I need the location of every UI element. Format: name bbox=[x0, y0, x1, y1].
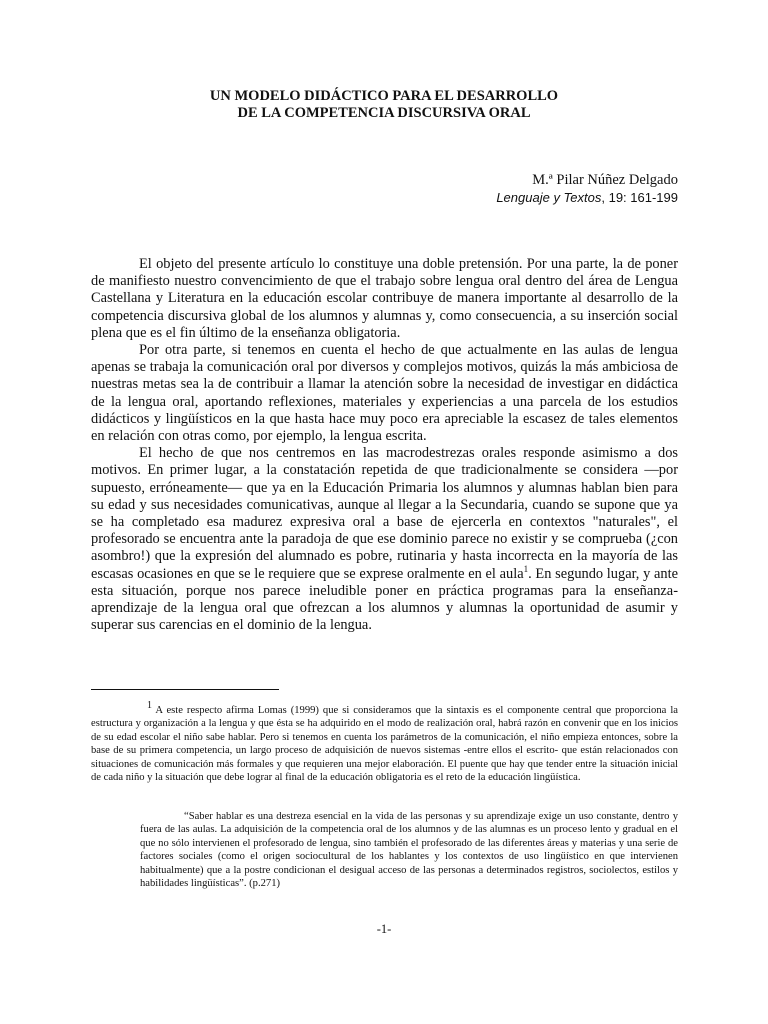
page-number: -1- bbox=[376, 922, 392, 936]
body-paragraph-3-part-a: El hecho de que nos centremos en las macrodestrezas orales responde asimismo a dos motivos. En primer lugar, a la constatación repetida de que tradicionalmente se considera —por supuesto, erróneamente— que ya en la Educación Primaria los alumnos y alumnas hablan bien para su edad y sus necesidades comunicativas, aunque al llegar a la Secundaria, cuando se supone que ya se ha completado esa madurez expresiva oral a base de ejercerla en contextos "naturales", el profesorado se encuentra ante la paradoja de que ese dominio parece no existir y se comprueba (¿con asombro!) que la expresión del alumnado es pobre, rutinaria y hasta incorrecta en la mayoría de las escasas ocasiones en que se le requiere que se exprese oralmente en el aula bbox=[91, 445, 678, 582]
footnote-quote bbox=[140, 810, 678, 890]
footnote bbox=[91, 700, 678, 784]
footnote-text: A este respecto afirma Lomas (1999) que si consideramos que la sintaxis es el componente central que proporciona la estructura y organización a la lengua y que ésta se ha adquirido en el modo de realización oral, habrá razón en convenir que en los inicios de su edad escolar el niño sabe hablar. Pero si tenemos en cuenta los parámetros de la comunicación, el niño empieza entonces, sobre la base de su primera competencia, un largo proceso de adquisición de nuevos sistemas -entre ellos el escrito- que están relacionados con situaciones de comunicación más formales y que requieren una mejor elaboración. El puente que hay que tender entre la situación inicial de cada niño y la situación que debe lograr al final de la educación obligatoria es el reto de la educación lingüística. bbox=[91, 705, 678, 784]
journal-issue-pages: , 19: 161-199 bbox=[601, 190, 678, 205]
journal-name: Lenguaje y Textos bbox=[496, 190, 602, 205]
footnote-quote-text: “Saber hablar es una destreza esencial en la vida de las personas y su aprendizaje exige un uso constante, dentro y fuera de las aulas. La adquisición de la competencia oral de los alumnos y de las alumnas es un proceso lento y gradual en el que no sólo intervienen el profesorado de lengua, sino también el profesorado de las diferentes áreas y materias y una serie de factores sociales (como el origen sociocultural de los hablantes y los contextos de uso lingüístico en que intervienen habitualmente) que a la postre condicionan el desigual acceso de las personas a determinados registros, sociolectos, estilos y habilidades lingüísticas”. (p.271) bbox=[140, 811, 678, 890]
body-paragraph-1: El objeto del presente artículo lo constituye una doble pretensión. Por una parte, la de poner de manifiesto nuestro convencimiento de que el trabajo sobre lengua oral dentro del área de Lengua Castellana y Literatura en la educación escolar contribuye de manera importante al desarrollo de la competencia discursiva global de los alumnos y alumnas y, como consecuencia, a su inserción social plena que es el fin último de la enseñanza obligatoria. bbox=[91, 256, 678, 341]
body-paragraph-2: Por otra parte, si tenemos en cuenta el hecho de que actualmente en las aulas de lengua apenas se trabaja la comunicación oral por diversos y complejos motivos, quizás la más ambiciosa de nuestras metas sea la de contribuir a llamar la atención sobre la necesidad de investigar en didáctica de la lengua oral, aportando reflexiones, materiales y experiencias a una parcela de los estudios didácticos y lingüísticos en la que hasta hace muy poco era apreciable la escasez de tales elementos en relación con otras como, por ejemplo, la lengua escrita. bbox=[91, 342, 678, 445]
footnote-separator bbox=[91, 689, 279, 690]
article-title-line-2: DE LA COMPETENCIA DISCURSIVA ORAL bbox=[237, 105, 531, 121]
body-paragraph-3-part-b: . En segundo lugar, y ante esta situación, porque nos parece ineludible poner en práctica programas para la enseñanza-aprendizaje de la lengua oral que ofrezcan a los alumnos y alumnas la oportunidad de asumir y superar sus carencias en el dominio de la lengua. bbox=[91, 565, 678, 634]
body-paragraph-3 bbox=[91, 445, 678, 634]
footnote-reference[interactable]: 1 bbox=[523, 563, 529, 574]
article-title bbox=[90, 88, 678, 122]
article-title-line-1: UN MODELO DIDÁCTICO PARA EL DESARROLLO bbox=[209, 88, 559, 104]
footnote-number: 1 bbox=[147, 700, 152, 712]
journal-citation bbox=[496, 189, 678, 206]
author-name: M.ª Pilar Núñez Delgado bbox=[532, 172, 678, 188]
article-body bbox=[91, 256, 678, 634]
